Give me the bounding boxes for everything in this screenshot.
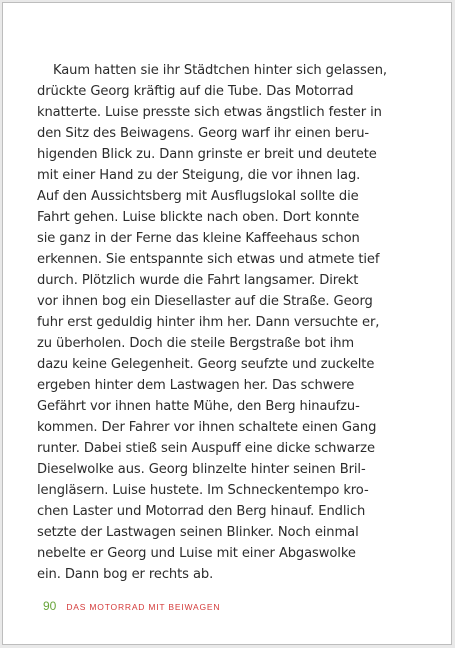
text-line: chen Laster und Motorrad den Berg hinauf. Endlich — [37, 504, 366, 519]
text-line: vor ihnen bog ein Diesellaster auf die Straße. Georg — [37, 294, 373, 309]
book-page — [2, 2, 452, 645]
text-line: Kaum hatten sie ihr Städtchen hinter sich gelassen, — [53, 63, 387, 78]
page-footer — [43, 599, 220, 613]
text-line: ein. Dann bog er rechts ab. — [37, 567, 214, 582]
text-line: Gefährt vor ihnen hatte Mühe, den Berg hinaufzu- — [37, 399, 360, 414]
text-line: mit einer Hand zu der Steigung, die vor ihnen lag. — [37, 168, 361, 183]
text-line: runter. Dabei stieß sein Auspuff eine dicke schwarze — [37, 441, 375, 456]
text-line: ergeben hinter dem Lastwagen her. Das schwere — [37, 378, 355, 393]
text-line: drückte Georg kräftig auf die Tube. Das Motorrad — [37, 84, 354, 99]
text-line: Fahrt gehen. Luise blickte nach oben. Dort konnte — [37, 210, 360, 225]
story-paragraph — [37, 60, 435, 585]
text-line: lengläsern. Luise hustete. Im Schneckentempo kro- — [37, 483, 369, 498]
text-line: knatterte. Luise presste sich etwas ängstlich fester in — [37, 105, 382, 120]
text-line: setzte der Lastwagen seinen Blinker. Noch einmal — [37, 525, 359, 540]
text-line: durch. Plötzlich wurde die Fahrt langsamer. Direkt — [37, 273, 359, 288]
running-title: DAS MOTORRAD MIT BEIWAGEN — [66, 602, 221, 612]
text-line: erkennen. Sie entspannte sich etwas und atmete tief — [37, 252, 380, 267]
text-line: dazu keine Gelegenheit. Georg seufzte und zuckelte — [37, 357, 375, 372]
text-line: Dieselwolke aus. Georg blinzelte hinter seinen Bril- — [37, 462, 366, 477]
text-line: Auf den Aussichtsberg mit Ausflugslokal sollte die — [37, 189, 359, 204]
text-line: sie ganz in der Ferne das kleine Kaffeehaus schon — [37, 231, 360, 246]
text-line: fuhr erst geduldig hinter ihm her. Dann versuchte er, — [37, 315, 380, 330]
text-line: nebelte er Georg und Luise mit einer Abgaswolke — [37, 546, 356, 561]
text-line: kommen. Der Fahrer vor ihnen schaltete einen Gang — [37, 420, 377, 435]
page-number: 90 — [43, 599, 57, 613]
text-line: zu überholen. Doch die steile Bergstraße bot ihm — [37, 336, 355, 351]
text-line: den Sitz des Beiwagens. Georg warf ihr einen beru- — [37, 126, 370, 141]
text-line: higenden Blick zu. Dann grinste er breit und deutete — [37, 147, 377, 162]
